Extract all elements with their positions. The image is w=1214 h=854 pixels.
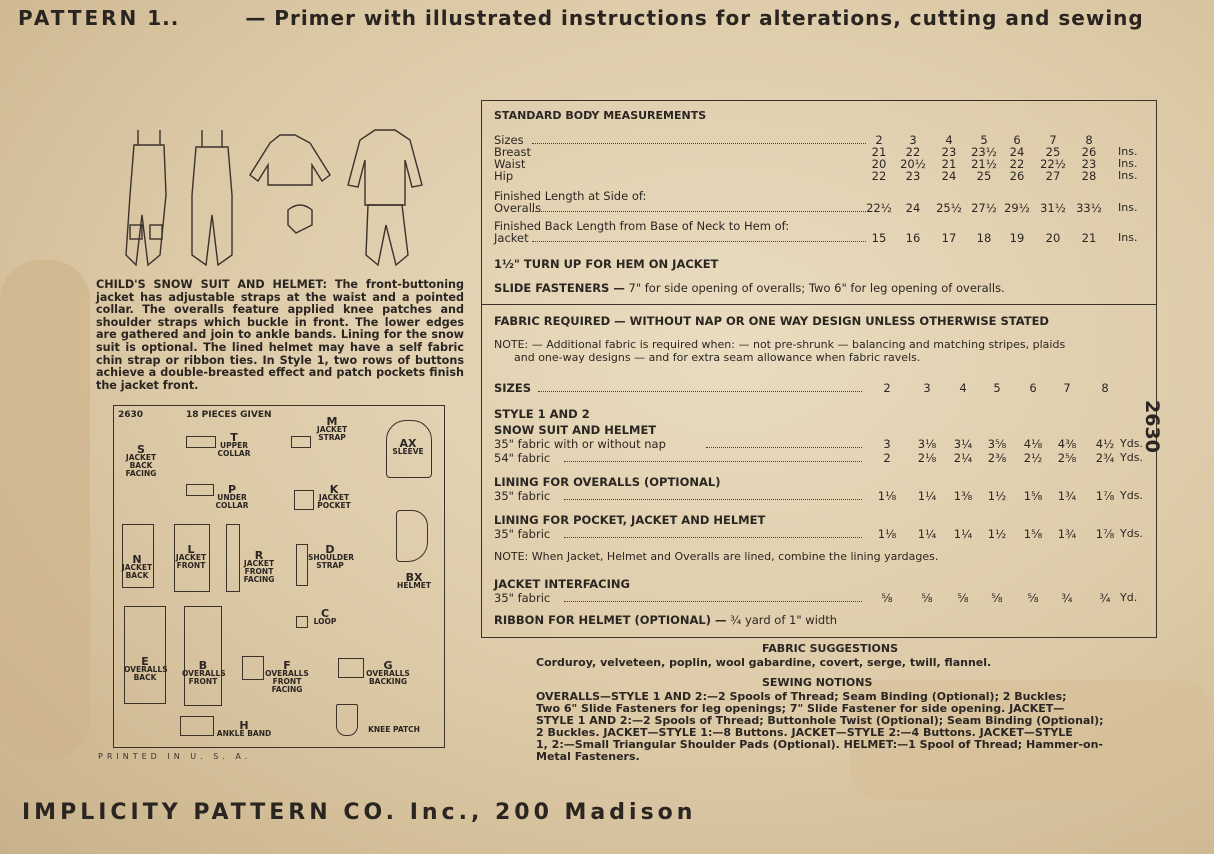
paper-stain (0, 260, 90, 760)
row-label: Overalls (494, 201, 542, 215)
piece-shape (242, 656, 264, 680)
piece-shape (186, 436, 216, 448)
piece-shape (291, 436, 311, 448)
fabric-unit: Yds. (1120, 437, 1143, 450)
fabric-value: 1½ (987, 489, 1007, 503)
row-unit: Ins. (1118, 145, 1138, 158)
printed-in-usa: PRINTED IN U. S. A. (98, 752, 252, 761)
fabric-row-label: 35" fabric (494, 591, 551, 605)
piece-n: N JACKET BACK (121, 553, 153, 580)
row-value: 21 (941, 157, 957, 171)
row-value: 21 (871, 145, 887, 159)
finished-back: Finished Back Length from Base of Neck to Hem of: (494, 219, 790, 233)
fabric-value: 1⅞ (1095, 489, 1115, 503)
row-value: 18 (976, 231, 992, 245)
row-value: 26 (1009, 169, 1025, 183)
piece-g: G OVERALLS BACKING (366, 659, 410, 686)
row-value: 17 (941, 231, 957, 245)
row-label: Sizes (494, 133, 524, 147)
dot-leader (532, 241, 866, 242)
fabric-value: 1¾ (1057, 489, 1077, 503)
piece-shape (186, 484, 214, 496)
pieces-number: 2630 (118, 410, 144, 420)
fabric-value: 1¼ (917, 489, 937, 503)
row-value: 6 (1013, 133, 1021, 147)
fabric-value: 2 (883, 451, 891, 465)
suggestions-text: Corduroy, velveteen, poplin, wool gabardine, covert, serge, twill, flannel. (536, 656, 992, 669)
fabric-value: 7 (1063, 381, 1071, 395)
piece-shape (294, 490, 314, 510)
notions-line: 1, 2:—Small Triangular Shoulder Pads (Optional). HELMET:—1 Spool of Thread; Hammer-on- (536, 738, 1103, 751)
piece-shape (182, 606, 226, 706)
piece-shape (396, 510, 428, 562)
row-value: 7 (1049, 133, 1057, 147)
notions-line: OVERALLS—STYLE 1 AND 2:—2 Spools of Thread; Seam Binding (Optional); 2 Buckles; (536, 690, 1067, 703)
fabric-value: 2⅜ (987, 451, 1007, 465)
fabric-unit: Yds. (1120, 451, 1143, 464)
piece-shape (338, 658, 364, 678)
header-title: — Primer with illustrated instructions for alterations, cutting and sewing (245, 6, 1144, 30)
side-pattern-code: 2630 (1141, 400, 1163, 453)
fabric-value: 1⅞ (1095, 527, 1115, 541)
dot-leader (532, 211, 866, 212)
fabric-value: 3 (923, 381, 931, 395)
row-unit: Ins. (1118, 169, 1138, 182)
fabric-value: 3 (883, 437, 891, 451)
piece-f: F OVERALLS FRONT FACING (265, 659, 309, 694)
row-value: 27½ (971, 201, 997, 215)
piece-k: K JACKET POCKET (317, 483, 351, 510)
pattern-number-fragment: 1.. (147, 6, 180, 30)
fabric-value: 1⅛ (877, 527, 897, 541)
row-value: 25½ (936, 201, 962, 215)
fabric-row-label: 35" fabric (494, 489, 551, 503)
fabric-row-label: JACKET INTERFACING (494, 577, 630, 591)
fabric-value: 4½ (1095, 437, 1115, 451)
row-value: 31½ (1040, 201, 1066, 215)
dot-leader (564, 601, 862, 602)
ribbon-label: RIBBON FOR HELMET (OPTIONAL) — (494, 613, 727, 627)
dot-leader (538, 391, 862, 392)
fabric-row-label: 35" fabric with or without nap (494, 437, 666, 451)
row-value: 23 (1081, 157, 1097, 171)
fabric-value: ⅝ (881, 591, 893, 605)
piece-ax: AX SLEEVE (392, 437, 424, 456)
garment-description (96, 279, 464, 392)
row-value: 23½ (971, 145, 997, 159)
fabric-value: 1½ (987, 527, 1007, 541)
fabric-value: 2¾ (1095, 451, 1115, 465)
row-value: 21½ (971, 157, 997, 171)
fabric-row-label: LINING FOR OVERALLS (OPTIONAL) (494, 475, 721, 489)
row-value: 22 (1009, 157, 1025, 171)
fabric-value: 2½ (1023, 451, 1043, 465)
description-body: The front-buttoning jacket has adjustable straps at the waist and a pointed collar. The overalls feature applied knee patches and shoulder straps which buckle in front. The lower edges are gathered and join to ankle bands. Lining for the snow suit is optional. The lined helmet may have a self fabric chin strap or ribbon ties. In Style 1, two rows of buttons achieve a double-breasted effect and patch pockets finish the jacket front. (96, 278, 464, 392)
fabric-value: 3¼ (953, 437, 973, 451)
fabric-value: 4 (959, 381, 967, 395)
row-value: 3 (909, 133, 917, 147)
pattern-prefix: PATTERN (18, 6, 140, 30)
fabric-value: ⅝ (921, 591, 933, 605)
measurements-title: STANDARD BODY MEASUREMENTS (494, 109, 707, 122)
pieces-given: 18 PIECES GIVEN (186, 410, 272, 420)
fabric-value: ⅝ (991, 591, 1003, 605)
row-value: 4 (945, 133, 953, 147)
notions-line: 2 Buckles. JACKET—STYLE 1:—8 Buttons. JACKET—STYLE 2:—4 Buttons. JACKET—STYLE (536, 726, 1073, 739)
fabric-value: ¾ (1061, 591, 1073, 605)
row-value: 20 (1045, 231, 1061, 245)
row-value: 5 (980, 133, 988, 147)
fabric-value: ⅝ (957, 591, 969, 605)
piece-e: E OVERALLS BACK (124, 655, 168, 682)
slide-text: 7" for side opening of overalls; Two 6" for leg opening of overalls. (628, 281, 1005, 295)
dot-leader (706, 447, 862, 448)
fabric-value: 6 (1029, 381, 1037, 395)
piece-s: S JACKET BACK FACING (125, 443, 157, 478)
piece-t: T UPPER COLLAR (217, 431, 251, 458)
row-value: 25 (976, 169, 992, 183)
fabric-value: 2⅝ (1057, 451, 1077, 465)
fabric-value: 1⅜ (953, 489, 973, 503)
fabric-note-1: NOTE: — Additional fabric is required when: — not pre-shrunk — balancing and matching stripes, plaids (494, 338, 1066, 351)
fabric-unit: Yds. (1120, 489, 1143, 502)
row-value: 23 (941, 145, 957, 159)
fabric-value: 2⅛ (917, 451, 937, 465)
fabric-row-label: SIZES (494, 381, 532, 395)
piece-h: H ANKLE BAND (216, 719, 272, 738)
fabric-value: 1⅝ (1023, 489, 1043, 503)
fabric-row-label: 54" fabric (494, 451, 551, 465)
row-value: 22½ (1040, 157, 1066, 171)
notions-line: Metal Fasteners. (536, 750, 640, 763)
row-value: 23 (905, 169, 921, 183)
notions-line: STYLE 1 AND 2:—2 Spools of Thread; Buttonhole Twist (Optional); Seam Binding (Optional); (536, 714, 1104, 727)
notions-title: SEWING NOTIONS (762, 676, 873, 689)
row-unit: Ins. (1118, 231, 1138, 244)
slide-fasteners (494, 281, 1005, 295)
fabric-value: 3⅝ (987, 437, 1007, 451)
row-label: Waist (494, 157, 526, 171)
page-footer: IMPLICITY PATTERN CO. Inc., 200 Madison (22, 800, 697, 825)
row-value: 22 (871, 169, 887, 183)
piece-d: D SHOULDER STRAP (308, 543, 355, 570)
piece-shape (296, 616, 308, 628)
row-value: 8 (1085, 133, 1093, 147)
ribbon-row (494, 613, 837, 627)
piece-r: R JACKET FRONT FACING (243, 549, 275, 584)
dot-leader (532, 143, 866, 144)
piece-shape (336, 704, 358, 736)
row-value: 26 (1081, 145, 1097, 159)
dot-leader (564, 499, 862, 500)
piece-shape (180, 716, 214, 736)
row-unit: Ins. (1118, 157, 1138, 170)
row-label: Hip (494, 169, 514, 183)
finished-side: Finished Length at Side of: (494, 189, 647, 203)
row-label: Jacket (494, 231, 529, 245)
piece-c: C LOOP (313, 607, 337, 626)
row-unit: Ins. (1118, 201, 1138, 214)
row-value: 25 (1045, 145, 1061, 159)
lining-note: NOTE: When Jacket, Helmet and Overalls are lined, combine the lining yardages. (494, 550, 939, 563)
fabric-row-label: LINING FOR POCKET, JACKET AND HELMET (494, 513, 766, 527)
ribbon-text: ¾ yard of 1" width (730, 613, 837, 627)
fabric-value: 1⅛ (877, 489, 897, 503)
fabric-value: 1¾ (1057, 527, 1077, 541)
fabric-value: 8 (1101, 381, 1109, 395)
row-label: Breast (494, 145, 531, 159)
fabric-value: 3⅛ (917, 437, 937, 451)
piece-b: B OVERALLS FRONT (182, 659, 226, 686)
fabric-value: 5 (993, 381, 1001, 395)
row-value: 28 (1081, 169, 1097, 183)
fabric-value: ¾ (1099, 591, 1111, 605)
piece-m: M JACKET STRAP (316, 415, 348, 442)
fabric-row-label: 35" fabric (494, 527, 551, 541)
row-value: 24 (1009, 145, 1025, 159)
row-value: 19 (1009, 231, 1025, 245)
fabric-note-2: and one-way designs — and for extra seam allowance when fabric ravels. (514, 351, 921, 364)
piece-bx: BX HELMET (397, 571, 431, 590)
row-value: 15 (871, 231, 887, 245)
row-value: 21 (1081, 231, 1097, 245)
row-value: 22 (905, 145, 921, 159)
fabric-value: 4⅛ (1023, 437, 1043, 451)
piece-knee: KNEE PATCH (368, 725, 420, 734)
fabric-value: 2¼ (953, 451, 973, 465)
row-value: 27 (1045, 169, 1061, 183)
dot-leader (564, 461, 862, 462)
fabric-unit: Yd. (1120, 591, 1138, 604)
divider (482, 304, 1156, 305)
pattern-pieces-diagram (113, 405, 445, 748)
row-value: 22½ (866, 201, 892, 215)
description-heading: CHILD'S SNOW SUIT AND HELMET: (96, 278, 327, 291)
turn-up-note: 1½" TURN UP FOR HEM ON JACKET (494, 257, 719, 271)
garment-illustrations (120, 125, 440, 275)
fabric-value: 1⅝ (1023, 527, 1043, 541)
fabric-value: 1¼ (917, 527, 937, 541)
row-value: 16 (905, 231, 921, 245)
piece-l: L JACKET FRONT (175, 543, 207, 570)
row-value: 20 (871, 157, 887, 171)
row-value: 24 (905, 201, 921, 215)
fabric-value: ⅝ (1027, 591, 1039, 605)
page-header (18, 6, 1198, 46)
row-value: 2 (875, 133, 883, 147)
measurements-table (481, 100, 1157, 638)
row-value: 24 (941, 169, 957, 183)
dot-leader (564, 537, 862, 538)
suggestions-title: FABRIC SUGGESTIONS (762, 642, 899, 655)
piece-p: P UNDER COLLAR (215, 483, 249, 510)
fabric-value: 1¼ (953, 527, 973, 541)
piece-shape (296, 544, 308, 586)
fabric-value: 4⅜ (1057, 437, 1077, 451)
row-value: 20½ (900, 157, 926, 171)
fabric-row-label: STYLE 1 AND 2 (494, 407, 590, 421)
row-value: 33½ (1076, 201, 1102, 215)
row-value: 29½ (1004, 201, 1030, 215)
notions-line: Two 6" Slide Fasteners for leg openings; 7" Slide Fastener for side opening. JACKET— (536, 702, 1065, 715)
fabric-title: FABRIC REQUIRED — WITHOUT NAP OR ONE WAY DESIGN UNLESS OTHERWISE STATED (494, 314, 1049, 328)
fabric-row-label: SNOW SUIT AND HELMET (494, 423, 657, 437)
fabric-value: 2 (883, 381, 891, 395)
slide-label: SLIDE FASTENERS — (494, 281, 625, 295)
fabric-unit: Yds. (1120, 527, 1143, 540)
